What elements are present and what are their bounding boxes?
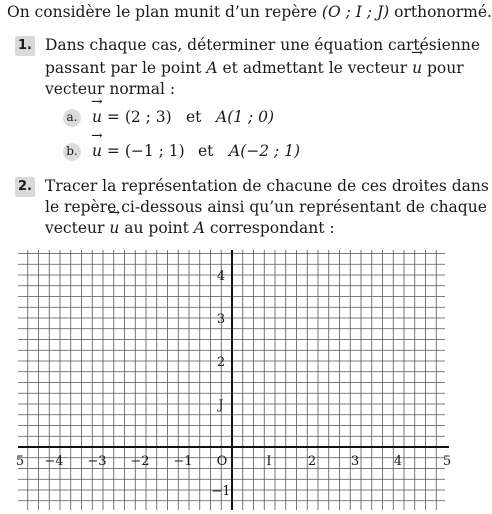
- x-axis-label: 2: [307, 454, 317, 469]
- x-axis-label: −2: [130, 454, 150, 469]
- x-axis-label: 5: [442, 454, 452, 469]
- y-axis-label: J: [218, 398, 224, 413]
- x-axis-label: O: [216, 454, 228, 469]
- y-axis-label: 3: [216, 312, 226, 327]
- q2-line-3-c: correspondant :: [204, 219, 335, 237]
- x-axis-label: I: [266, 454, 272, 469]
- x-axis-label: −3: [87, 454, 107, 469]
- y-axis-label: −1: [211, 484, 231, 499]
- q1-line-2-c: pour: [422, 59, 464, 77]
- question-2-number: 2.: [15, 177, 35, 197]
- q1-line-3: vecteur normal :: [45, 80, 176, 98]
- y-axis-label: 4: [216, 269, 226, 284]
- item-b-vector: → u: [92, 142, 102, 160]
- y-axis-label: 2: [216, 355, 226, 370]
- intro-suffix: orthonormé.: [389, 3, 492, 21]
- q2-vector: → u: [109, 219, 119, 237]
- item-a-coords: = (2 ; 3): [101, 108, 172, 126]
- item-b-point: A(−2 ; 1): [229, 142, 301, 160]
- x-axis-label: −4: [44, 454, 64, 469]
- item-a-vector: → u: [92, 108, 102, 126]
- x-axis-label: 4: [393, 454, 403, 469]
- q2-line-1: Tracer la représentation de chacune de ces droites dans: [45, 177, 489, 195]
- intro-text: On considère le plan munit d’un repère: [7, 3, 322, 21]
- q2-line-2: le repère ci-dessous ainsi qu’un représentant de chaque: [45, 198, 487, 216]
- q1-line-2-a: passant par le point: [45, 59, 207, 77]
- item-b-badge: b.: [63, 143, 81, 161]
- item-a-et: et: [186, 108, 202, 126]
- x-axis-label: −1: [173, 454, 193, 469]
- item-a-point: A(1 ; 0): [216, 108, 275, 126]
- frame-notation: (O ; I ; J): [321, 3, 390, 21]
- x-axis-label: 3: [350, 454, 360, 469]
- q1-point: A: [206, 59, 218, 77]
- q1-line-1: Dans chaque cas, déterminer une équation cartésienne: [45, 36, 480, 54]
- item-b-coords: = (−1 ; 1): [101, 142, 185, 160]
- q2-line-3-a: vecteur: [45, 219, 110, 237]
- q2-line-3-b: au point: [119, 219, 194, 237]
- item-a-badge: a.: [63, 109, 81, 127]
- q2-point: A: [193, 219, 205, 237]
- item-b-et: et: [198, 142, 214, 160]
- x-axis-label: 5: [15, 454, 25, 469]
- q1-vector: → u: [412, 59, 422, 77]
- q1-line-2-b: et admettant le vecteur: [217, 59, 413, 77]
- question-1-number: 1.: [15, 36, 35, 56]
